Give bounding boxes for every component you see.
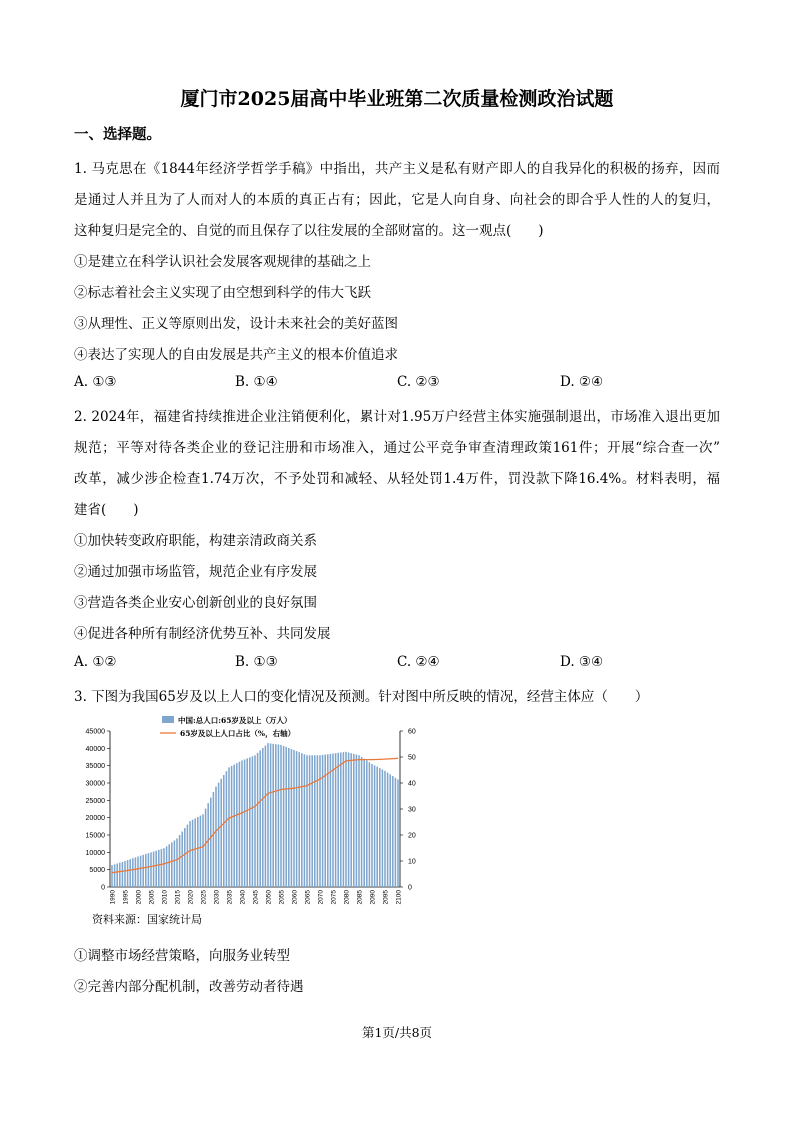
bar: [259, 750, 261, 887]
bar: [233, 765, 235, 887]
q1-option-a[interactable]: A. ①③: [74, 374, 117, 390]
bar: [379, 768, 381, 887]
q2-option-a[interactable]: A. ①②: [74, 654, 117, 670]
left-tick-label: 10000: [85, 849, 105, 857]
bar: [366, 760, 368, 887]
bar: [213, 792, 215, 887]
x-tick-label: 2025: [200, 890, 208, 905]
bar: [296, 751, 298, 887]
bar: [176, 838, 178, 887]
bar: [192, 820, 194, 887]
bar: [293, 750, 295, 887]
bar: [397, 780, 399, 887]
q1-statement-1: ①是建立在科学认识社会发展客观规律的基础之上: [74, 254, 371, 270]
bar: [298, 752, 300, 887]
bar: [265, 746, 267, 887]
bar: [189, 821, 191, 887]
bar: [187, 825, 189, 887]
bar: [387, 773, 389, 887]
bar: [335, 753, 337, 887]
bar: [244, 759, 246, 887]
bar: [374, 765, 376, 887]
bar: [153, 852, 155, 887]
bar: [371, 764, 373, 887]
x-tick-label: 2090: [369, 890, 377, 905]
right-tick-label: 10: [408, 858, 416, 866]
bar: [252, 756, 254, 887]
bar: [174, 840, 176, 887]
x-tick-label: 2100: [395, 890, 403, 905]
q3-statement-1: ①调整市场经营策略，向服务业转型: [74, 948, 290, 964]
q2-option-d[interactable]: D. ③④: [560, 654, 604, 670]
bar: [301, 753, 303, 887]
bar: [267, 743, 269, 887]
left-tick-label: 40000: [85, 745, 105, 753]
bar: [254, 755, 256, 887]
bar: [353, 754, 355, 887]
q2-stem-line-3: 改革，减少涉企检查1.74万次，不予处罚和减轻、从轻处罚1.4万件，罚没款下降16.4%。材料表明，福: [74, 471, 720, 487]
bar: [231, 766, 233, 887]
q2-stem-line-4: 建省( ): [74, 502, 139, 518]
bar: [181, 832, 183, 887]
bar: [148, 853, 150, 887]
bar: [270, 743, 272, 887]
bar: [215, 786, 217, 887]
bar: [309, 755, 311, 887]
bar: [246, 758, 248, 887]
section-heading: 一、选择题。: [74, 126, 161, 143]
q1-option-d[interactable]: D. ②④: [560, 374, 604, 390]
x-tick-label: 2015: [174, 890, 182, 905]
bar: [129, 859, 131, 887]
legend-bar-label: 中国:总人口:65岁及以上（万人）: [178, 716, 292, 725]
bar: [150, 852, 152, 887]
q1-statement-2: ②标志着社会主义实现了由空想到科学的伟大飞跃: [74, 285, 371, 301]
bar: [135, 857, 137, 887]
q2-statement-3: ③营造各类企业安心创新创业的良好氛围: [74, 595, 317, 611]
left-tick-label: 30000: [85, 780, 105, 788]
x-tick-label: 2085: [356, 890, 364, 905]
bar: [116, 863, 118, 887]
x-tick-label: 2075: [330, 890, 338, 905]
x-tick-label: 2095: [382, 890, 390, 905]
bar: [218, 783, 220, 887]
left-tick-label: 5000: [89, 867, 105, 875]
bar: [132, 858, 134, 887]
bar: [122, 862, 124, 887]
bar: [358, 755, 360, 887]
left-tick-label: 0: [101, 884, 105, 892]
bar: [228, 767, 230, 887]
bar: [249, 757, 251, 887]
bar: [304, 754, 306, 887]
x-tick-label: 2005: [148, 890, 156, 905]
chart-source: 资料来源：国家统计局: [92, 913, 202, 926]
bar: [239, 762, 241, 887]
bar: [184, 828, 186, 887]
bar: [350, 753, 352, 887]
bar: [166, 846, 168, 887]
q1-option-c[interactable]: C. ②③: [397, 374, 440, 390]
bar: [241, 760, 243, 887]
bar: [389, 774, 391, 887]
x-tick-label: 2010: [161, 890, 169, 905]
bar: [361, 757, 363, 887]
population-chart: [74, 712, 434, 912]
bar: [168, 844, 170, 887]
bar: [376, 767, 378, 887]
legend-bar-swatch: [162, 716, 174, 723]
bar: [343, 752, 345, 887]
bar: [124, 861, 126, 887]
q3-statement-2: ②完善内部分配机制，改善劳动者待遇: [74, 979, 304, 995]
left-tick-label: 25000: [85, 797, 105, 805]
bar: [257, 753, 259, 887]
bar: [223, 775, 225, 887]
q1-stem-line-3: 这种复归是完全的、自觉的而且保存了以往发展的全部财富的。这一观点( ): [74, 223, 544, 239]
q1-statement-4: ④表达了实现人的自由发展是共产主义的根本价值追求: [74, 347, 398, 363]
bar: [382, 769, 384, 887]
bar: [145, 854, 147, 887]
bar: [288, 748, 290, 887]
x-tick-label: 2045: [252, 890, 260, 905]
bar: [127, 860, 129, 887]
x-tick-label: 2060: [291, 890, 299, 905]
q2-stem-line-1: 2. 2024年，福建省持续推进企业注销便利化，累计对1.95万户经营主体实施强制退出，市场准入退出更加: [74, 409, 720, 425]
bar: [384, 771, 386, 887]
q2-option-c[interactable]: C. ②④: [397, 654, 440, 670]
bar: [272, 744, 274, 887]
bar: [280, 745, 282, 887]
x-tick-label: 2050: [265, 890, 273, 905]
bar: [340, 752, 342, 887]
right-tick-label: 50: [408, 754, 416, 762]
x-tick-label: 2070: [317, 890, 325, 905]
x-tick-label: 2030: [213, 890, 221, 905]
bar: [155, 851, 157, 887]
x-tick-label: 2040: [239, 890, 247, 905]
x-tick-label: 1990: [109, 890, 117, 905]
legend-line-label: 65岁及以上人口占比（%，右轴）: [180, 729, 296, 738]
q2-statement-1: ①加快转变政府职能，构建亲清政商关系: [74, 533, 317, 549]
q2-statement-4: ④促进各种所有制经济优势互补、共同发展: [74, 626, 331, 642]
bar: [194, 818, 196, 887]
bar: [278, 745, 280, 887]
left-tick-label: 35000: [85, 763, 105, 771]
x-tick-label: 2080: [343, 890, 351, 905]
bar: [395, 778, 397, 887]
bar: [314, 755, 316, 887]
q1-statement-3: ③从理性、正义等原则出发，设计未来社会的美好蓝图: [74, 316, 398, 332]
bar: [275, 744, 277, 887]
bar: [163, 848, 165, 887]
bar: [220, 779, 222, 887]
bar: [207, 803, 209, 887]
bar: [158, 850, 160, 887]
right-tick-label: 20: [408, 832, 416, 840]
bar: [140, 856, 142, 887]
x-tick-label: 2020: [187, 890, 195, 905]
bar: [337, 753, 339, 887]
x-tick-label: 2065: [304, 890, 312, 905]
bar: [306, 755, 308, 887]
bar: [114, 864, 116, 887]
right-tick-label: 0: [408, 884, 412, 892]
bar: [119, 863, 121, 887]
x-tick-label: 2055: [278, 890, 286, 905]
q2-statement-2: ②通过加强市场监管，规范企业有序发展: [74, 564, 317, 580]
right-tick-label: 40: [408, 780, 416, 788]
bar: [345, 752, 347, 887]
left-tick-label: 20000: [85, 815, 105, 823]
bar: [142, 855, 144, 887]
bar: [369, 762, 371, 887]
bar: [330, 754, 332, 887]
bar: [202, 814, 204, 887]
bar: [161, 849, 163, 887]
page-footer: 第1页/共8页: [361, 1025, 433, 1040]
right-tick-label: 60: [408, 728, 416, 736]
q2-option-b[interactable]: B. ①③: [235, 654, 278, 670]
bar: [283, 746, 285, 887]
bar: [311, 755, 313, 887]
bar: [348, 752, 350, 887]
bar: [210, 798, 212, 887]
q1-option-b[interactable]: B. ①④: [235, 374, 278, 390]
bar: [356, 755, 358, 887]
bar: [319, 755, 321, 887]
q1-stem-line-2: 是通过人并且为了人而对人的本质的真正占有；因此，它是人向自身、向社会的即合乎人性的人的复归，: [74, 192, 720, 208]
left-tick-label: 15000: [85, 832, 105, 840]
bar: [363, 759, 365, 887]
bar: [322, 755, 324, 887]
bar: [236, 763, 238, 887]
right-tick-label: 30: [408, 806, 416, 814]
bar: [197, 817, 199, 887]
x-tick-label: 2000: [135, 890, 143, 905]
bar: [317, 755, 319, 887]
bar: [332, 754, 334, 887]
q1-stem-line-1: 1. 马克思在《1844年经济学哲学手稿》中指出，共产主义是私有财产即人的自我异化的积极的扬弃，因而: [74, 161, 720, 177]
bar: [226, 771, 228, 887]
bar: [392, 776, 394, 887]
bar: [291, 749, 293, 887]
bar: [285, 747, 287, 887]
left-tick-label: 45000: [85, 728, 105, 736]
q2-stem-line-2: 规范；平等对待各类企业的登记注册和市场准入，通过公平竞争审查清理政策161件；开展“综合查一次”: [74, 440, 720, 456]
bar: [200, 816, 202, 887]
x-tick-label: 2035: [226, 890, 234, 905]
bar: [111, 865, 113, 887]
x-tick-label: 1995: [122, 890, 130, 905]
exam-title: 厦门市2025届高中毕业班第二次质量检测政治试题: [180, 88, 614, 110]
bar: [171, 842, 173, 887]
q3-stem: 3. 下图为我国65岁及以上人口的变化情况及预测。针对图中所反映的情况，经营主体应（ ）: [74, 689, 649, 705]
bar: [205, 809, 207, 887]
bar: [262, 748, 264, 887]
bar: [179, 835, 181, 887]
bar: [137, 856, 139, 887]
